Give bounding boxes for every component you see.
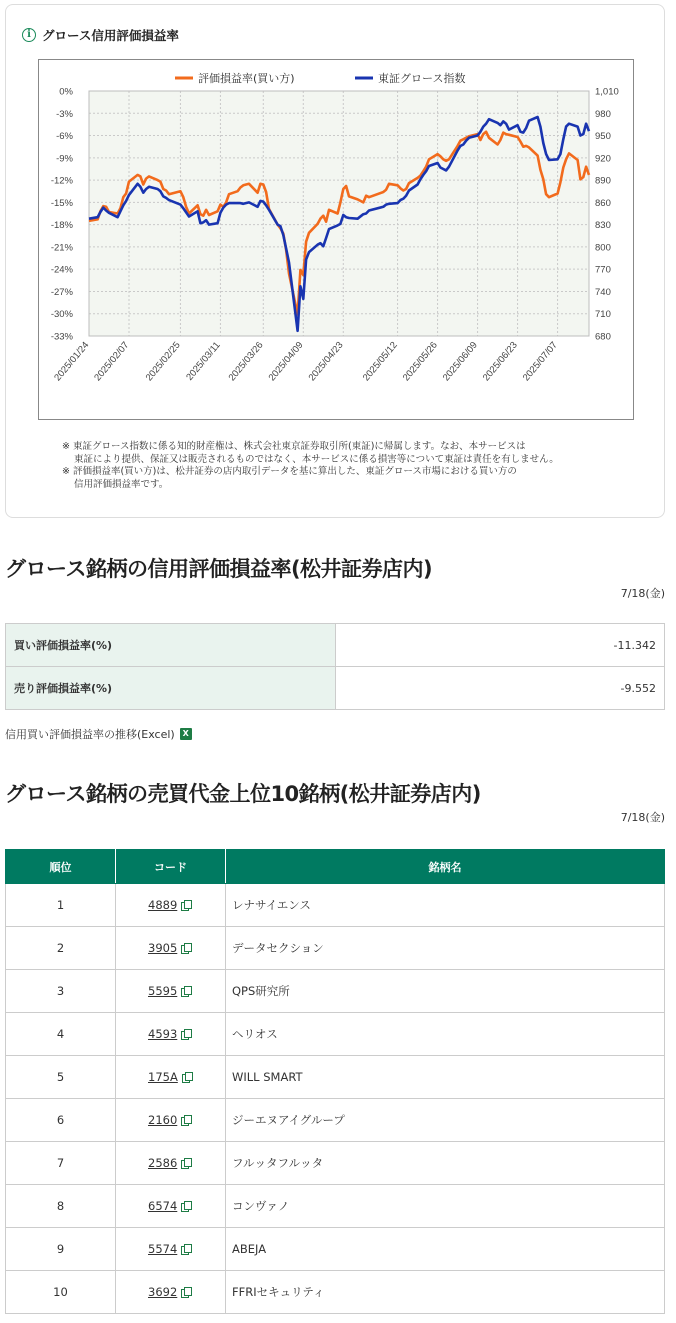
table-row bbox=[6, 624, 665, 667]
rank-cell: 10 bbox=[6, 1271, 116, 1314]
stock-code-link[interactable]: 2160 bbox=[148, 1113, 178, 1127]
stock-name-cell: レナサイエンス bbox=[226, 884, 665, 927]
code-cell bbox=[116, 1142, 226, 1185]
stock-name-cell: FFRIセキュリティ bbox=[226, 1271, 665, 1314]
x-tick-label: 2025/04/23 bbox=[306, 339, 346, 384]
x-tick-label: 2025/03/26 bbox=[226, 339, 266, 384]
table-row bbox=[6, 1056, 665, 1099]
y-right-tick-label: 770 bbox=[595, 264, 611, 276]
y-right-tick-label: 680 bbox=[595, 331, 611, 343]
stock-code-link[interactable]: 2586 bbox=[148, 1156, 178, 1170]
rate-section-date: 7/18(金) bbox=[620, 587, 665, 600]
copy-icon[interactable] bbox=[181, 1158, 191, 1168]
code-cell bbox=[116, 1013, 226, 1056]
sell-rate-value: -9.552 bbox=[336, 667, 665, 710]
y-left-tick-label: -33% bbox=[50, 331, 73, 343]
table-header-row bbox=[6, 850, 665, 884]
top10-section-title: グロース銘柄の売買代金上位10銘柄(松井証券店内) bbox=[5, 782, 481, 806]
y-right-tick-label: 740 bbox=[595, 286, 611, 298]
top10-table-body bbox=[6, 884, 665, 1314]
y-left-tick-label: -30% bbox=[50, 309, 73, 321]
y-right-tick-label: 920 bbox=[595, 153, 611, 165]
copy-icon[interactable] bbox=[181, 986, 191, 996]
code-cell bbox=[116, 1228, 226, 1271]
rank-cell: 6 bbox=[6, 1099, 116, 1142]
table-row bbox=[6, 1271, 665, 1314]
x-tick-label: 2025/06/23 bbox=[480, 339, 520, 384]
note-line: 信用評価損益率です。 bbox=[74, 478, 169, 490]
info-icon[interactable]: i bbox=[22, 28, 36, 42]
rank-cell: 3 bbox=[6, 970, 116, 1013]
stock-code-link[interactable]: 5574 bbox=[148, 1242, 178, 1256]
column-header-rank: 順位 bbox=[6, 850, 116, 884]
top10-table bbox=[5, 849, 665, 1314]
note-line: 東証により提供、保証又は販売されるものではなく、本サービスに係る損害等について東証は責任を有しません。 bbox=[74, 453, 559, 465]
table-row bbox=[6, 1228, 665, 1271]
table-row bbox=[6, 1099, 665, 1142]
margin-rate-chart bbox=[39, 60, 633, 419]
copy-icon[interactable] bbox=[181, 900, 191, 910]
stock-name-cell: コンヴァノ bbox=[226, 1185, 665, 1228]
excel-file-icon[interactable]: X bbox=[180, 728, 192, 740]
y-right-tick-label: 860 bbox=[595, 197, 611, 209]
stock-code-link[interactable]: 3905 bbox=[148, 941, 178, 955]
x-tick-label: 2025/02/07 bbox=[92, 339, 132, 384]
x-tick-label: 2025/04/09 bbox=[266, 339, 306, 384]
y-left-tick-label: -15% bbox=[50, 197, 73, 209]
stock-name-cell: QPS研究所 bbox=[226, 970, 665, 1013]
copy-icon[interactable] bbox=[181, 1115, 191, 1125]
y-right-tick-label: 710 bbox=[595, 309, 611, 321]
stock-code-link[interactable]: 4593 bbox=[148, 1027, 178, 1041]
chart-card-title: グロース信用評価損益率 bbox=[42, 28, 179, 43]
copy-icon[interactable] bbox=[182, 1072, 192, 1082]
y-right-tick-label: 890 bbox=[595, 175, 611, 187]
rank-cell: 2 bbox=[6, 927, 116, 970]
y-left-tick-label: -18% bbox=[50, 220, 73, 232]
stock-name-cell: WILL SMART bbox=[226, 1056, 665, 1099]
y-left-tick-label: -3% bbox=[56, 108, 73, 120]
stock-code-link[interactable]: 4889 bbox=[148, 898, 178, 912]
x-tick-label: 2025/06/09 bbox=[440, 339, 480, 384]
stock-name-cell: ジーエヌアイグループ bbox=[226, 1099, 665, 1142]
top10-section-date: 7/18(金) bbox=[620, 811, 665, 824]
copy-icon[interactable] bbox=[181, 1244, 191, 1254]
chart-frame bbox=[38, 59, 634, 420]
table-row bbox=[6, 970, 665, 1013]
table-row bbox=[6, 1013, 665, 1056]
note-line: ※ 評価損益率(買い方)は、松井証券の店内取引データを基に算出した、東証グロース市場における買い方の bbox=[62, 466, 517, 477]
copy-icon[interactable] bbox=[181, 1287, 191, 1297]
y-left-tick-label: -9% bbox=[56, 153, 73, 165]
x-tick-label: 2025/07/07 bbox=[520, 339, 560, 384]
stock-code-link[interactable]: 5595 bbox=[148, 984, 178, 998]
stock-name-cell: ABEJA bbox=[226, 1228, 665, 1271]
y-left-tick-label: -6% bbox=[56, 131, 73, 143]
copy-icon[interactable] bbox=[181, 1201, 191, 1211]
stock-code-link[interactable]: 175A bbox=[148, 1070, 178, 1084]
stock-name-cell: フルッタフルッタ bbox=[226, 1142, 665, 1185]
rate-section-title: グロース銘柄の信用評価損益率(松井証券店内) bbox=[5, 557, 433, 581]
stock-name-cell: データセクション bbox=[226, 927, 665, 970]
y-right-tick-label: 800 bbox=[595, 242, 611, 254]
y-left-tick-label: -27% bbox=[50, 286, 73, 298]
note-line: ※ 東証グロース指数に係る知的財産権は、株式会社東京証券取引所(東証)に帰属します。なお、本サービスは bbox=[62, 441, 526, 452]
y-left-tick-label: 0% bbox=[59, 86, 73, 98]
code-cell bbox=[116, 1185, 226, 1228]
x-tick-label: 2025/02/25 bbox=[143, 339, 183, 384]
table-row bbox=[6, 1142, 665, 1185]
chart-notes bbox=[62, 441, 622, 491]
rank-cell: 8 bbox=[6, 1185, 116, 1228]
y-right-tick-label: 980 bbox=[595, 108, 611, 120]
x-tick-label: 2025/03/11 bbox=[184, 339, 223, 383]
table-row bbox=[6, 667, 665, 710]
code-cell bbox=[116, 927, 226, 970]
table-row bbox=[6, 884, 665, 927]
y-right-tick-label: 950 bbox=[595, 131, 611, 143]
code-cell bbox=[116, 884, 226, 927]
excel-link-label[interactable]: 信用買い評価損益率の推移(Excel) bbox=[5, 728, 175, 741]
y-right-tick-label: 1,010 bbox=[595, 86, 619, 98]
sell-rate-label: 売り評価損益率(%) bbox=[6, 667, 336, 710]
table-row bbox=[6, 927, 665, 970]
code-cell bbox=[116, 970, 226, 1013]
chart-card-header bbox=[22, 27, 179, 43]
y-left-tick-label: -24% bbox=[50, 264, 73, 276]
code-cell bbox=[116, 1099, 226, 1142]
stock-code-link[interactable]: 3692 bbox=[148, 1285, 178, 1299]
code-cell bbox=[116, 1271, 226, 1314]
legend-label: 東証グロース指数 bbox=[378, 72, 466, 85]
copy-icon[interactable] bbox=[181, 943, 191, 953]
rank-cell: 9 bbox=[6, 1228, 116, 1271]
rank-cell: 4 bbox=[6, 1013, 116, 1056]
x-tick-label: 2025/01/24 bbox=[52, 339, 92, 384]
x-tick-label: 2025/05/26 bbox=[400, 339, 440, 384]
buy-rate-label: 買い評価損益率(%) bbox=[6, 624, 336, 667]
y-left-tick-label: -21% bbox=[50, 242, 73, 254]
stock-code-link[interactable]: 6574 bbox=[148, 1199, 178, 1213]
table-row bbox=[6, 1185, 665, 1228]
chart-card bbox=[5, 4, 665, 518]
legend-label: 評価損益率(買い方) bbox=[198, 72, 295, 85]
rank-cell: 5 bbox=[6, 1056, 116, 1099]
rate-table bbox=[5, 623, 665, 710]
buy-rate-value: -11.342 bbox=[336, 624, 665, 667]
y-left-tick-label: -12% bbox=[50, 175, 73, 187]
y-right-tick-label: 830 bbox=[595, 220, 611, 232]
rank-cell: 7 bbox=[6, 1142, 116, 1185]
x-tick-label: 2025/05/12 bbox=[360, 339, 400, 384]
stock-name-cell: ヘリオス bbox=[226, 1013, 665, 1056]
copy-icon[interactable] bbox=[181, 1029, 191, 1039]
excel-download-link[interactable] bbox=[5, 726, 192, 742]
rank-cell: 1 bbox=[6, 884, 116, 927]
code-cell bbox=[116, 1056, 226, 1099]
column-header-name: 銘柄名 bbox=[226, 850, 665, 884]
column-header-code: コード bbox=[116, 850, 226, 884]
